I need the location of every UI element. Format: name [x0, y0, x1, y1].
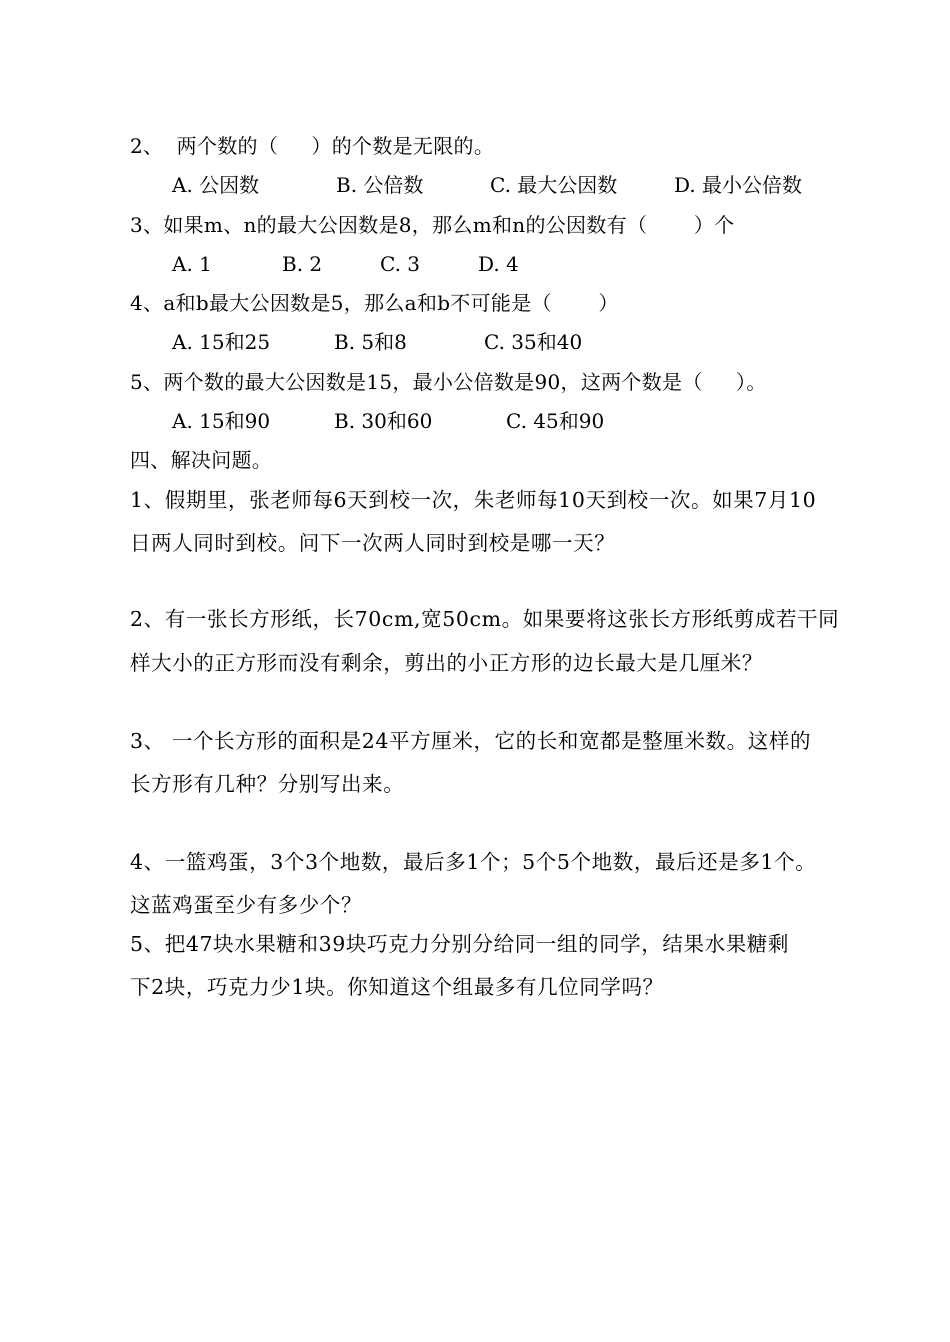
question-3-option-c: C. 3 — [380, 252, 421, 276]
question-4-option-b: B. 5和8 — [334, 330, 407, 354]
question-3-option-d: D. 4 — [478, 252, 519, 276]
problem-1-line-2: 日两人同时到校。问下一次两人同时到校是哪一天？ — [130, 531, 616, 555]
question-2-option-c: C. 最大公因数 — [490, 173, 618, 197]
question-4-option-a: A. 15和25 — [172, 330, 271, 354]
question-5-stem: 5、两个数的最大公因数是15，最小公倍数是90，这两个数是（ ）。 — [130, 370, 767, 394]
question-4-stem: 4、a和b最大公因数是5，那么a和b不可能是（ ） — [130, 291, 619, 315]
problem-5-line-2: 下2块，巧克力少1块。你知道这个组最多有几位同学吗？ — [130, 975, 664, 999]
problem-4-line-2: 这蓝鸡蛋至少有多少个？ — [130, 893, 363, 917]
question-2-option-d: D. 最小公倍数 — [674, 173, 803, 197]
question-4-option-c: C. 35和40 — [484, 330, 583, 354]
problem-5-line-1: 5、把47块水果糖和39块巧克力分别分给同一组的同学，结果水果糖剩 — [130, 932, 790, 956]
question-3-stem: 3、如果m、n的最大公因数是8，那么m和n的公因数有（ ）个 — [130, 213, 735, 237]
question-5-option-b: B. 30和60 — [334, 409, 433, 433]
problem-2-line-1: 2、有一张长方形纸，长70cm,宽50cm。如果要将这张长方形纸剪成若干同 — [130, 607, 840, 631]
problem-2-line-2: 样大小的正方形而没有剩余，剪出的小正方形的边长最大是几厘米？ — [130, 651, 763, 675]
section-4-heading: 四、解决问题。 — [130, 448, 273, 472]
problem-3-line-1: 3、 一个长方形的面积是24平方厘米，它的长和宽都是整厘米数。这样的 — [130, 729, 812, 753]
question-5-option-c: C. 45和90 — [506, 409, 605, 433]
problem-4-line-1: 4、一篮鸡蛋，3个3个地数，最后多1个；5个5个地数，最后还是多1个。 — [130, 850, 817, 874]
question-5-option-a: A. 15和90 — [172, 409, 271, 433]
question-3-option-a: A. 1 — [172, 252, 212, 276]
question-2-stem: 2、 两个数的（ ）的个数是无限的。 — [130, 134, 495, 158]
question-2-option-a: A. 公因数 — [172, 173, 260, 197]
question-2-option-b: B. 公倍数 — [336, 173, 424, 197]
problem-1-line-1: 1、假期里，张老师每6天到校一次，朱老师每10天到校一次。如果7月10 — [130, 488, 817, 512]
problem-3-line-2: 长方形有几种？分别写出来。 — [130, 772, 405, 796]
question-3-option-b: B. 2 — [282, 252, 323, 276]
